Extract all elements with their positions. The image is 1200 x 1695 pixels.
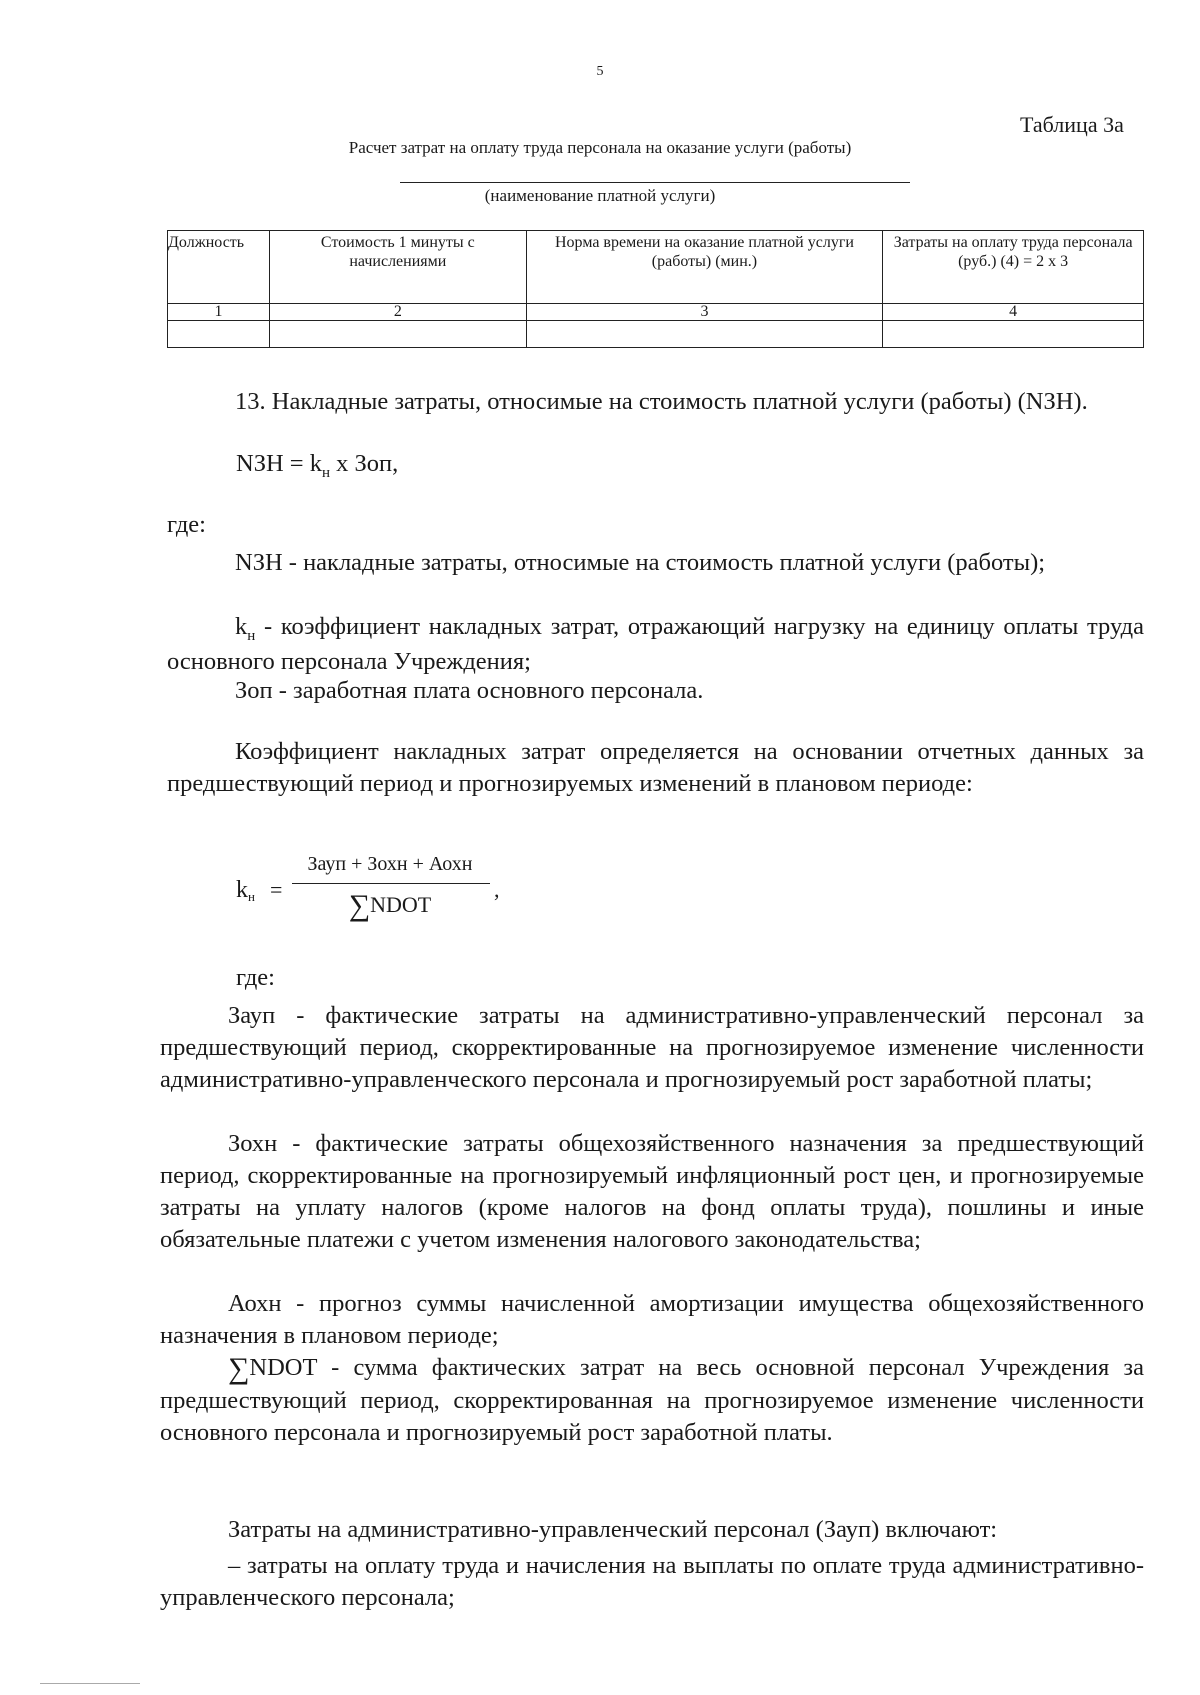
header-cell-minute-cost: Стоимость 1 минуты с начислениями [269,231,526,304]
kn-formula-lhs [236,877,255,904]
empty-cell [883,321,1144,348]
column-number-cell: 1 [168,304,270,321]
definition-kn-subscript: н [247,628,256,644]
formula-nzn-rhs: х Зоп, [330,450,399,477]
definition-nzn: NЗН - накладные затраты, относимые на стоимость платной услуги (работы); [235,549,1046,576]
where-label-1: где: [167,511,206,538]
definition-sum-ndot [160,1352,1144,1449]
definition-zop: Зоп - заработная плата основного персонала. [235,677,704,704]
kn-formula-fraction-bar [292,883,490,884]
formula-nzn [236,448,636,483]
kn-formula-denominator-text: NDOT [370,892,432,917]
empty-cell [526,321,883,348]
definition-sum-symbol: NDOT [249,1354,317,1381]
paragraph-13: 13. Накладные затраты, относимые на стоимость платной услуги (работы) (NЗН). [235,388,1088,415]
zaup-list-item-1: – затраты на оплату труда и начисления на выплаты по оплате труда административно-управленческого персонала; [160,1552,1144,1611]
table-label: Таблица 3а [1020,112,1124,137]
zaup-intro: Затраты на административно-управленческий персонал (Зауп) включают: [228,1516,998,1543]
empty-cell [269,321,526,348]
kn-formula-symbol: k [236,877,248,903]
sigma-symbol: ∑ [348,889,371,922]
definition-zohn: Зохн - фактические затраты общехозяйственного назначения за предшествующий период, скорректированные на прогнозируемый инфляционный рост цен, и прогнозируемые затраты на уплату налогов (кроме налогов на фонд оплаты труда), пошлины и иные обязательные платежи с учетом изменения налогового законодательства; [160,1130,1144,1253]
header-cell-labor-cost: Затраты на оплату труда персонала (руб.) (4) = 2 х 3 [883,231,1144,304]
kn-formula [236,853,556,933]
table-header-row [168,231,1144,304]
kn-formula-denominator [290,889,490,923]
kn-formula-comma: , [494,877,500,902]
definition-kn-symbol: k [235,613,248,640]
definition-zaup: Зауп - фактические затраты на административно-управленческий персонал за предшествующий период, скорректированные на прогнозируемое изменение численности административно-управленческого персонала и прогнозируемый рост заработной платы; [160,1002,1144,1093]
definition-aohn: Аохн - прогноз суммы начисленной амортизации имущества общехозяйственного назначения в плановом периоде; [160,1290,1144,1349]
kn-formula-equals: = [270,877,283,902]
service-name-caption: (наименование платной услуги) [484,186,716,205]
table-empty-row [168,321,1144,348]
formula-nzn-subscript: н [321,465,331,481]
coefficient-intro: Коэффициент накладных затрат определяется на основании отчетных данных за предшествующий период и прогнозируемых изменений в плановом периоде: [167,738,1144,797]
column-number-cell: 4 [883,304,1144,321]
scan-edge-mark [40,1683,140,1684]
table-column-number-row [168,304,1144,321]
header-cell-time-norm: Норма времени на оказание платной услуги (работы) (мин.) [526,231,883,304]
page-number: 5 [596,64,604,79]
column-number-cell: 3 [526,304,883,321]
kn-formula-numerator: Зауп + Зохн + Аохн [307,853,473,875]
where-label-2: где: [236,964,275,991]
service-name-underline [400,182,910,183]
definition-kn-text: - коэффициент накладных затрат, отражающий нагрузку на единицу оплаты труда основного персонала Учреждения; [167,613,1144,675]
kn-formula-subscript: н [248,889,255,904]
sigma-symbol: ∑ [228,1352,250,1385]
formula-nzn-lhs: NЗН = k [236,450,322,477]
empty-cell [168,321,270,348]
labor-cost-table [167,230,1144,348]
table-title: Расчет затрат на оплату труда персонала на оказание услуги (работы) [348,138,852,157]
definition-kn [167,611,1144,678]
header-cell-position: Должность [168,231,270,304]
column-number-cell: 2 [269,304,526,321]
definition-sum-text: - сумма фактических затрат на весь основной персонал Учреждения за предшествующий период, скорректированная на прогнозируемое изменение численности основного персонала и прогнозируемый рост заработной платы. [160,1354,1144,1446]
